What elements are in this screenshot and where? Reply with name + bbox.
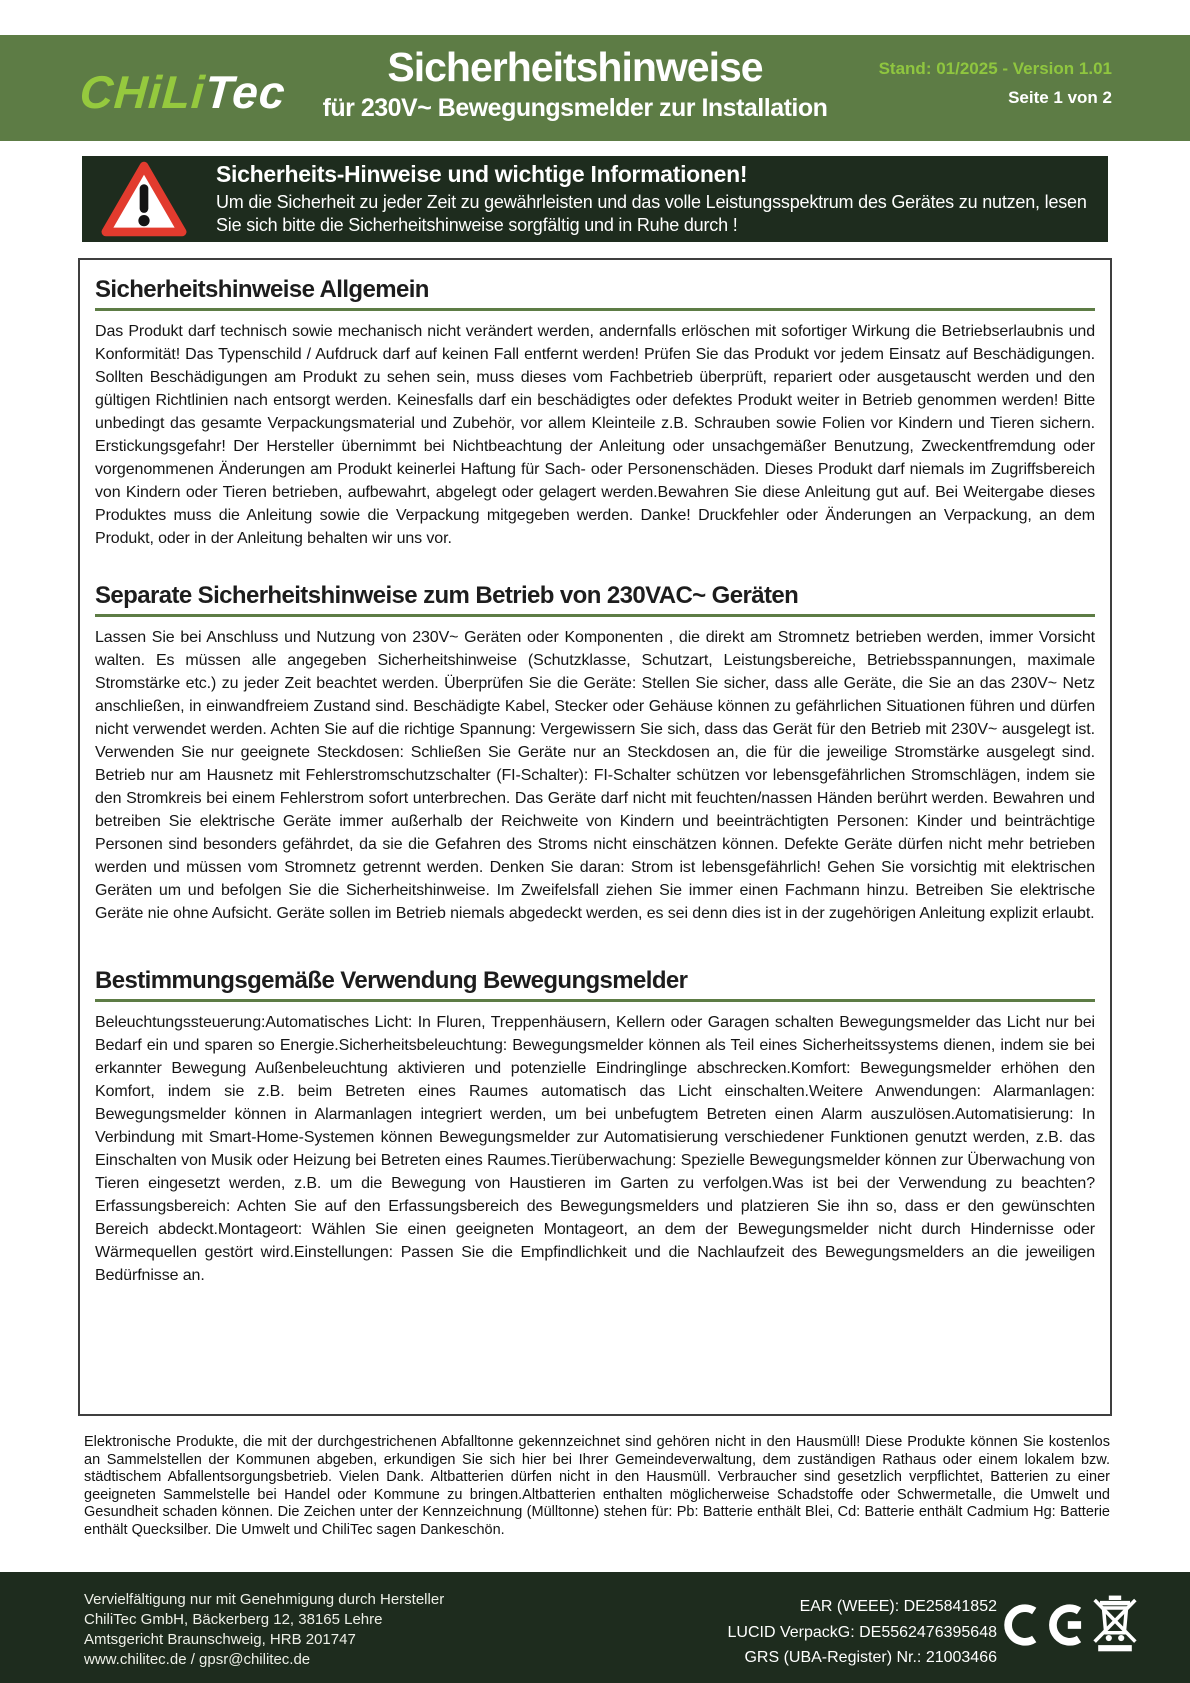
warning-body: Um die Sicherheit zu jeder Zeit zu gewährleisten und das volle Leistungsspektrum des Gerätes zu nutzen, lesen Sie sich bitte die Sicherheitshinweise sorgfältig und in Ruhe durch ! xyxy=(216,192,1087,235)
title-block xyxy=(285,43,865,123)
footer-bar xyxy=(0,1572,1190,1683)
document-meta xyxy=(879,59,1112,108)
footer-ear-weee: EAR (WEEE): DE25841852 xyxy=(799,1598,997,1615)
footer-contact-line: www.chilitec.de / gpsr@chilitec.de xyxy=(84,1651,311,1668)
section-230vac-heading: Separate Sicherheitshinweise zum Betrieb von 230VAC~ Geräten xyxy=(95,582,1095,617)
section-230vac xyxy=(95,582,1095,925)
section-allgemein xyxy=(95,276,1095,550)
page-number: Seite 1 von 2 xyxy=(1008,88,1112,107)
logo-text-chili: CHiLi xyxy=(78,66,207,118)
page-title: Sicherheitshinweise xyxy=(387,44,763,90)
section-verwendung xyxy=(95,967,1095,1287)
warning-banner xyxy=(82,156,1108,242)
logo-text-tec: Tec xyxy=(203,66,288,118)
footer-grs: GRS (UBA-Register) Nr.: 21003466 xyxy=(744,1649,997,1666)
footer-copy-line: Vervielfältigung nur mit Genehmigung durch Hersteller xyxy=(84,1591,445,1608)
chilitec-logo xyxy=(78,65,287,119)
footer-address-line: ChiliTec GmbH, Bäckerberg 12, 38165 Lehre xyxy=(84,1611,383,1628)
section-230vac-body: Lassen Sie bei Anschluss und Nutzung von 230V~ Geräten oder Komponenten , die direkt am Stromnetz betrieben werden, immer Vorsicht walten. Es müssen alle angegeben Sicherheitshinweise (Schutzklasse, Schutzart, Leistungsbereiche, Betriebsspannungen, maximale Stromstärke etc.) zu jeder Zeit beachtet werden. Überprüfen Sie die Geräte: Stellen Sie sicher, dass alle Geräte, die Sie an das 230V~ Netz anschließen, in einwandfreiem Zustand sind. Beschädigte Kabel, Stecker oder Gehäuse können zu gefährlichen Situationen führen und dürfen nicht verwendet werden. Achten Sie auf die richtige Spannung: Vergewissern Sie sich, dass das Gerät für den Betrieb mit 230V~ ausgelegt ist. Verwenden Sie nur geeignete Steckdosen: Schließen Sie Geräte nur an Steckdosen an, die für die jeweilige Stromstärke ausgelegt sind. Betrieb nur am Hausnetz mit Fehlerstromschutzschalter (FI-Schalter): FI-Schalter schützen vor lebensgefährlichen Stromschlägen, indem sie den Stromkreis bei einem Fehlerstrom sofort unterbrechen. Das Geräte darf nicht mit feuchten/nassen Händen berührt werden. Bewahren und betreiben Sie elektrische Geräte immer außerhalb der Reichweite von Kindern und beeinträchtigten Personen: Kinder und beinträchtige Personen sind besonders gefährdet, da sie die Gefahren des Stroms nicht einschätzen können. Defekte Geräte dürfen nicht mehr betrieben werden und müssen vom Stromnetz getrennt werden. Denken Sie daran: Strom ist lebensgefährlich! Gehen Sie vorsichtig mit elektrischen Geräten um und befolgen Sie die Sicherheitshinweise. Im Zweifelsfall ziehen Sie immer einen Fachmann hinzu. Betreiben Sie elektrische Geräte nie ohne Aufsicht. Geräte sollen im Betrieb niemals abgedeckt werden, es sei denn dies ist in der zugehörigen Anleitung explizit erlaubt. xyxy=(95,629,1095,922)
footer-company-info xyxy=(84,1590,444,1670)
warning-text-block xyxy=(216,161,1094,237)
ce-mark-icon xyxy=(1002,1598,1086,1652)
content-box xyxy=(78,258,1112,1416)
page-subtitle: für 230V~ Bewegungsmelder zur Installation xyxy=(322,94,828,122)
footer-registration-info xyxy=(727,1594,997,1671)
warning-title: Sicherheits-Hinweise und wichtige Informationen! xyxy=(216,161,748,187)
footer-lucid: LUCID VerpackG: DE5562476395648 xyxy=(727,1623,997,1641)
disposal-note: Elektronische Produkte, die mit der durchgestrichenen Abfalltonne gekennzeichnet sind gehören nicht in den Hausmüll! Diese Produkte können Sie kostenlos an Sammelstellen der Kommunen abgeben, erkundigen Sie sich hier bei Ihrer Gemeindeverwaltung, dem zuständigen Rathaus oder einem lokalem bzw. städtischem Abfallentsorgungsbetrieb. Vielen Dank. Altbatterien dürfen nicht in den Hausmüll. Verbraucher sind gesetzlich verpflichtet, Batterien zu einer geeigneten Sammelstelle bei Handel oder Kommune zu bringen.Altbatterien enthalten möglicherweise Schadstoffe oder Schwermetalle, die Umwelt und Gesundheit schaden können. Die Zeichen unter der Kennzeichnung (Mülltonne) stehen für: Pb: Batterie enthält Blei, Cd: Batterie enthält Cadmium Hg: Batterie enthält Quecksilber. Die Umwelt und ChiliTec sagen Dankeschön. xyxy=(84,1434,1110,1538)
section-allgemein-heading: Sicherheitshinweise Allgemein xyxy=(95,276,1095,311)
version-info: Stand: 01/2025 - Version 1.01 xyxy=(878,59,1112,78)
section-verwendung-body: Beleuchtungssteuerung:Automatisches Licht: In Fluren, Treppenhäusern, Kellern oder Garagen schalten Bewegungsmelder das Licht nur bei Bedarf ein und sparen so Energie.Sicherheitsbeleuchtung: Bewegungsmelder können als Teil eines Sicherheitssystems dienen, indem sie bei erkannter Bewegung Außenbeleuchtung aktivieren und potenzielle Eindringlinge abschrecken.Komfort: Bewegungsmelder erhöhen den Komfort, indem sie z.B. beim Betreten eines Raumes automatisch das Licht einschalten.Weitere Anwendungen: Alarmanlagen: Bewegungsmelder können in Alarmanlagen integriert werden, um bei unbefugtem Betreten einen Alarm auszulösen.Automatisierung: In Verbindung mit Smart-Home-Systemen können Bewegungsmelder zur Automatisierung verschiedener Funktionen genutzt werden, z.B. das Einschalten von Musik oder Heizung bei Betreten eines Raumes.Tierüberwachung: Spezielle Bewegungsmelder können zur Überwachung von Tieren eingesetzt werden, z.B. um die Bewegung von Haustieren im Garten zu verfolgen.Was ist bei der Verwendung zu beachten?Erfassungsbereich: Achten Sie auf den Erfassungsbereich des Bewegungsmelders und platzieren Sie ihn so, dass er den gewünschten Bereich abdeckt.Montageort: Wählen Sie einen geeigneten Montageort, an dem der Bewegungsmelder nicht durch Hindernisse oder Wärmequellen gestört wird.Einstellungen: Passen Sie die Empfindlichkeit und die Nachlaufzeit des Bewegungsmelders an die jeweiligen Bedürfnisse an. xyxy=(95,1014,1095,1284)
section-allgemein-body: Das Produkt darf technisch sowie mechanisch nicht verändert werden, andernfalls erlöschen mit sofortiger Wirkung die Betriebserlaubnis und Konformität! Das Typenschild / Aufdruck darf auf keinen Fall entfernt werden! Prüfen Sie das Produkt vor jedem Einsatz auf Beschädigungen. Sollten Beschädigungen am Produkt zu sehen sein, muss dieses vom Fachbetrieb überprüft, repariert oder ausgetauscht werden und den gültigen Richtlinien nach entsorgt werden. Keinesfalls darf ein beschädigtes oder defektes Produkt weiter in Betrieb genommen werden! Bitte unbedingt das gesamte Verpackungsmaterial und Zubehör, vor allem Kleinteile z.B. Schrauben sowie Folien vor Kindern und Tieren sichern. Erstickungsgefahr! Der Hersteller übernimmt bei Nichtbeachtung der Anleitung oder unsachgemäßer Benutzung, Zweckentfremdung oder vorgenommenen Änderungen am Produkt keinerlei Haftung für Sach- oder Personenschäden. Dieses Produkt darf niemals im Zugriffsbereich von Kindern oder Tieren betrieben, aufbewahrt, abgelegt oder gelagert werden.Bewahren Sie diese Anleitung gut auf. Bei Weitergabe dieses Produktes muss die Anleitung sowie die Verpackung mitgegeben werden. Danke! Druckfehler oder Änderungen an Verpackung, an dem Produkt, oder in der Anleitung behalten wir uns vor. xyxy=(95,323,1095,547)
warning-triangle-icon xyxy=(100,160,188,238)
section-verwendung-heading: Bestimmungsgemäße Verwendung Bewegungsmelder xyxy=(95,967,1095,1002)
footer-register-line: Amtsgericht Braunschweig, HRB 201747 xyxy=(84,1631,356,1648)
header-banner xyxy=(0,35,1190,141)
weee-bin-icon xyxy=(1092,1590,1138,1656)
